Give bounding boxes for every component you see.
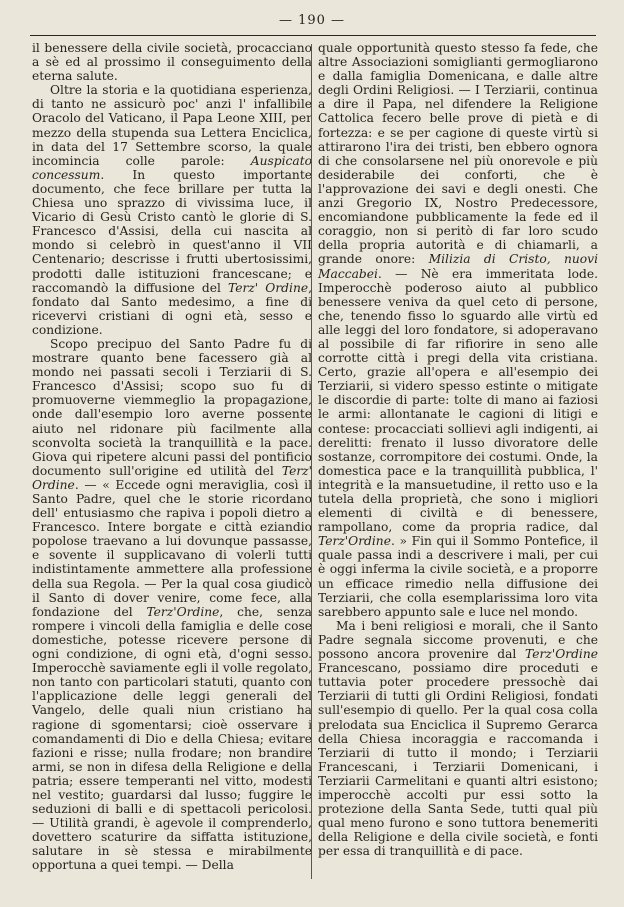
italic-text: Terz'Ordine	[146, 604, 220, 619]
text-run: Ma i beni religiosi e morali, che il Santo Padre segnala siccome provenuti, e che possono ancora provenire dal	[318, 618, 598, 662]
italic-text: Terz'Ordine	[525, 647, 598, 662]
page-number: — 190 —	[278, 13, 346, 28]
text-run: , fondato dal Santo medesimo, a fine di ricevervi cristiani di ogni età, sesso e condizione.	[32, 280, 312, 337]
paragraph	[32, 337, 312, 873]
left-column	[32, 41, 312, 873]
text-run: . — Nè era immeritata lode. Imperocchè poderoso aiuto al pubblico benessere veniva da quel ceto di persone, che, tenendo fisso lo sguardo alle virtù ed alle leggi del loro fondatore, si adoperavano al possibile di far rifiorire in seno alle corrotte città i pregi della vita cristiana. Certo, grazie all'opera e all'esempio dei Terziarii, si videro spesso estinte o mitigate le discordie di parte: tolte di mano ai faziosi le armi: allontanate le cagioni di litigi e contese: procacciati sollievi agli indigenti, ai derelitti: frenato il lusso divoratore delle sostanze, corrompitore dei costumi. Onde, la domestica pace e la tranquillità pubblica, l' integrità e la mansuetudine, il retto uso e la tutela della proprietà, che sono i migliori elementi di civiltà e di benessere, rampollano, come da propria radice, dal	[318, 266, 598, 535]
italic-text: Auspicato concessum	[32, 153, 312, 182]
text-run: Scopo precipuo del Santo Padre fu di mostrare quanto bene facessero già al mondo nei passati secoli i Terziarii di S. Francesco d'Assisi; scopo suo fu di promuoverne viemmeglio la propagazione, onde dall'esempio loro averne possente aiuto nel ridonare più facilmente alla sconvolta società la tranquillità e la pace. Giova qui ripetere alcuni passi del pontificio documento sull'origine ed utilità del	[32, 336, 312, 478]
text-run: Oltre la storia e la quotidiana esperienza, di tanto ne assicurò poc' anzi l' infallibile Oracolo del Vaticano, il Papa Leone XIII, per mezzo della stupenda sua Lettera Enciclica, in data del 17 Settembre scorso, la quale incomincia colle parole:	[32, 83, 312, 168]
text-run: Francescano, possiamo dire proceduti e tuttavia poter procedere pressochè dai Terziarii di tutti gli Ordini Religiosi, fondati sull'esempio di quello. Per la qual cosa colla prelodata sua Enciclica il Supremo Gerarca della Chiesa incoraggia e raccomanda i Terziarii di tutto il mondo; i Terziarii Francescani, i Terziarii Domenicani, i Terziarii Carmelitani e quanti altri esistono; imperocchè accolti pur essi sotto la protezione della Santa Sede, tutti qual più qual meno furono e sono tuttora benemeriti della Religione e della civile società, e fonti per essa di tranquillità e di pace.	[318, 661, 598, 859]
text-run: . — « Eccede ogni meraviglia, così il Santo Padre, quel che le storie ricordano dell' entusiasmo che rapiva i popoli dietro a Francesco. Intere borgate e città eziandio popolose traevano a lui dovunque passasse, e sovente il supplicavano di volerli tutti indistintamente ammettere alla professione della sua Regola. — Per la qual cosa giudicò il Santo di dover venire, come fece, alla fondazione del	[32, 477, 312, 619]
italic-text: Terz'Ordine	[318, 534, 391, 549]
paragraph	[32, 41, 312, 83]
italic-text: Milizia di Cristo, nuovi Maccabei	[318, 252, 598, 281]
text-run: . In questo importante documento, che fece brillare per tutta la Chiesa uno sprazzo di vivissima luce, il Vicario di Gesù Cristo cantò le glorie di S. Francesco d'Assisi, della cui nascita al mondo si celebrò in quest'anno il VII Centenario; descrisse i frutti ubertosissimi, prodotti dalle istituzioni francescane; e raccomandò la diffusione del	[32, 167, 312, 295]
right-column	[318, 41, 598, 858]
header-rule	[30, 35, 596, 36]
italic-text: Terz' Ordine	[32, 463, 312, 492]
italic-text: Terz' Ordine	[228, 280, 309, 295]
text-run: quale opportunità questo stesso fa fede, che altre Associazioni somiglianti germogliarono e dalla famiglia Domenicana, e dalle altre degli Ordini Religiosi. — I Terziarii, continua a dire il Papa, nel difendere la Religione Cattolica fecero belle prove di pietà e di fortezza: e se per cagione di queste virtù si attirarono l'ira dei tristi, ben ebbero ognora di che consolarsene nel più onorevole e più desiderabile dei conforti, che è l'approvazione dei savi e degli onesti. Che anzi Gregorio IX, Nostro Predecessore, encomiandone pubblicamente la fede ed il coraggio, non si peritò di far loro scudo della propria autorità e di chiamarli, a grande onore:	[318, 41, 598, 267]
paragraph	[32, 83, 312, 337]
text-run: , che, senza rompere i vincoli della famiglia e delle cose domestiche, potesse ricevere persone di ogni condizione, di ogni età, d'ogni sesso. Imperocchè saviamente egli il volle regolato, non tanto con particolari statuti, quanto con l'applicazione delle leggi generali del Vangelo, delle quali niun cristiano ha ragione di sgomentarsi; cioè osservare i comandamenti di Dio e della Chiesa; evitare fazioni e risse; nulla frodare; non brandire armi, se non in difesa della Religione e della patria; essere temperanti nel vitto, modesti nel vestito; guardarsi dal lusso; fuggire le seduzioni di balli e di spettacoli pericolosi. — Utilità grandi, è agevole il comprenderlo, dovettero scaturire da siffatta istituzione, salutare in sè stessa e mirabilmente opportuna a quei tempi. — Della	[32, 604, 312, 873]
paragraph	[318, 41, 598, 619]
column-divider	[311, 44, 312, 879]
paragraph	[318, 619, 598, 859]
text-run: il benessere della civile società, procacciano a sè ed al prossimo il conseguimento della eterna salute.	[32, 41, 312, 84]
text-run: . » Fin qui il Sommo Pontefice, il quale passa indi a descrivere i mali, per cui è oggi inferma la civile società, e a proporre un efficace rimedio nella diffusione dei Terziarii, che colla esemplarissima loro vita sarebbero appunto sale e luce nel mondo.	[318, 534, 598, 619]
